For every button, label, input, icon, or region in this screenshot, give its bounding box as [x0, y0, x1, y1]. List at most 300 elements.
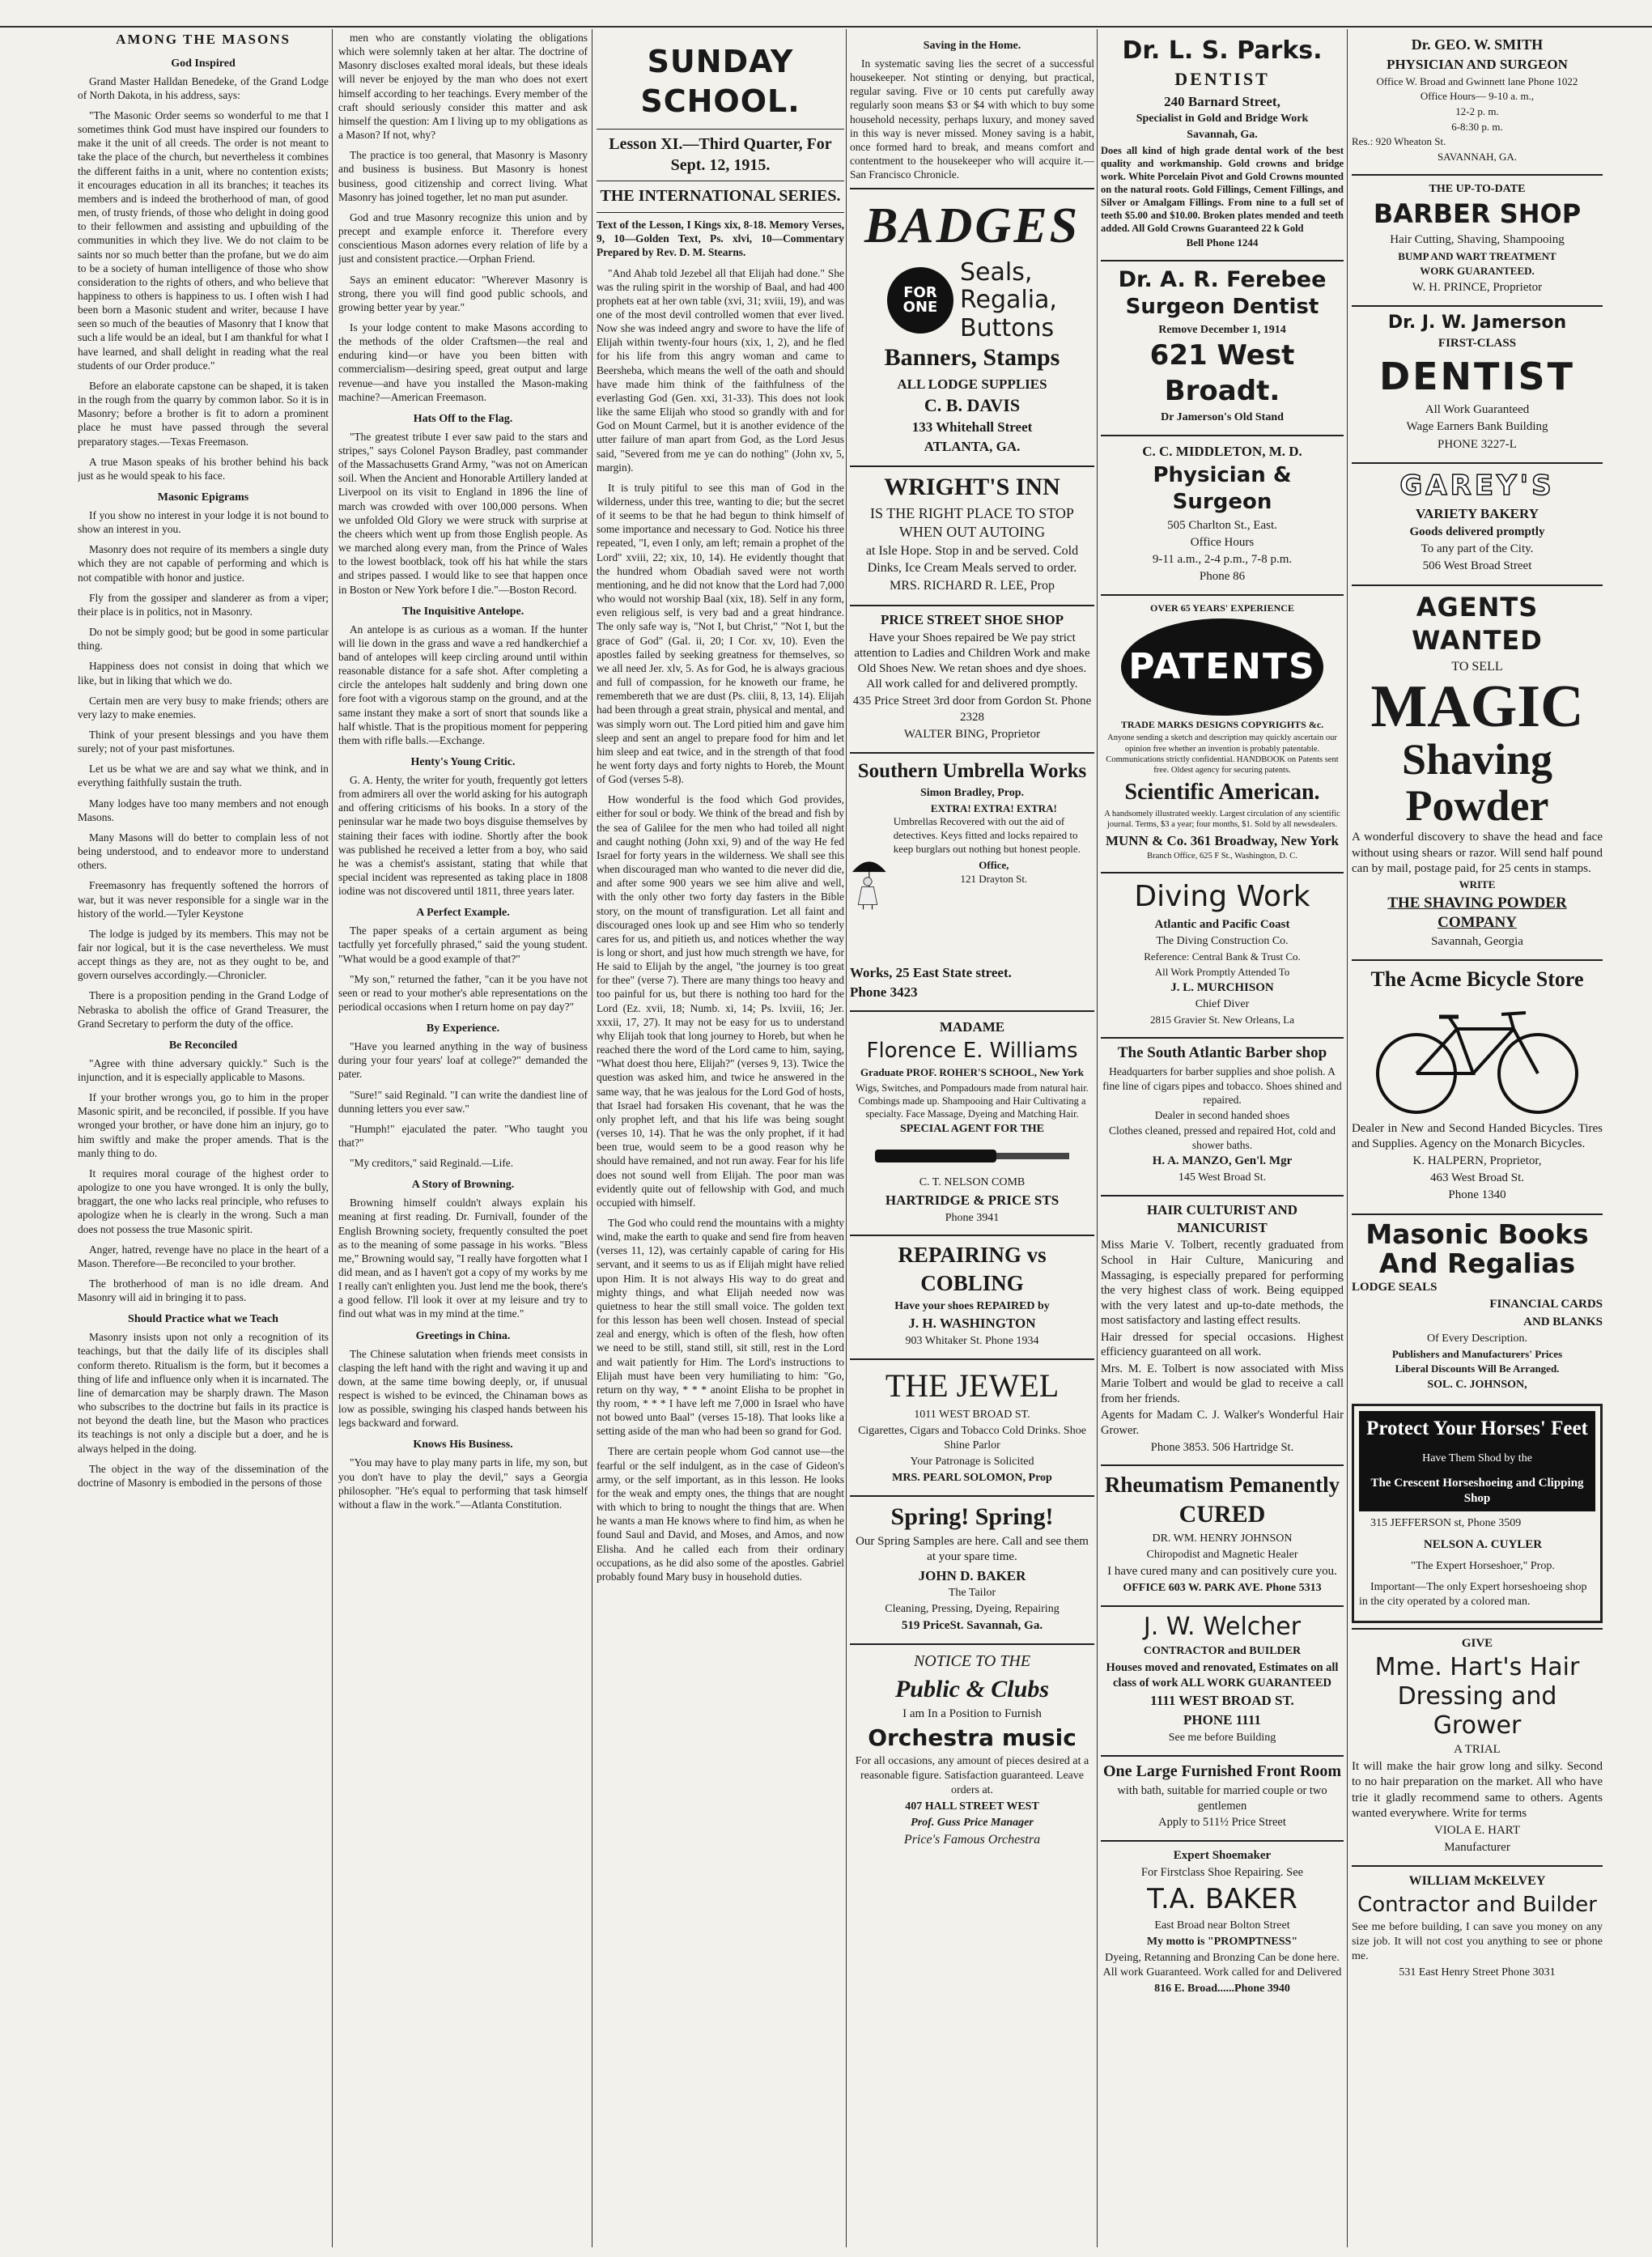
ad-address: 2815 Gravier St. New Orleans, La: [1150, 1014, 1294, 1026]
ad-title: J. W. Welcher: [1143, 1612, 1302, 1641]
ad-line: 121 Drayton St.: [960, 872, 1028, 885]
column-ads-a: [850, 31, 1094, 2246]
ad-title: Masonic Books And Regalias: [1365, 1218, 1589, 1279]
lesson-heading: Lesson XI.—Third Quarter, For Sept. 12, 1915.: [609, 135, 832, 174]
ad-body: It will make the hair grow long and silky. Second to no hair preparation on the market. All who have trie it gladly recommend same to others. Agents wanted everywhere. Write for terms: [1352, 1760, 1603, 1820]
ad-line: Atlantic and Pacific Coast: [1154, 917, 1290, 931]
ad-name: J. L. MURCHISON: [1170, 981, 1274, 995]
ad-line: Have Them Shod by the: [1359, 1447, 1595, 1471]
ad-name: H. A. MANZO, Gen'l. Mgr: [1152, 1154, 1293, 1167]
ad-bakery: [1352, 462, 1603, 581]
ad-title: BADGES: [864, 198, 1081, 254]
ad-line: Cleaning, Pressing, Dyeing, Repairing: [885, 1603, 1060, 1616]
article-paragraph: Freemasonry has frequently softened the horrors of war, but it was never responsible for a single war in the history of the world.—Tyler Keystone: [78, 879, 329, 920]
ad-body: Miss Marie V. Tolbert, recently graduated from School in Hair Culture, Manicuring and Massaging, is especially prepared for performing the very highest class of work. Being equipped with the very latest and up-to-date methods, the most satisfactory and lasting effect results.: [1101, 1239, 1344, 1328]
article-paragraph: There is a proposition pending in the Grand Lodge of Nebraska to abolish the office of Grand Treasurer, the Grand Secretary to perform the duty of the office.: [78, 989, 329, 1030]
ad-umbrella-works: [850, 752, 1094, 1007]
article-body: In systematic saving lies the secret of a successful housekeeper. Not stinting or denying, but practical, regular saving. Five or 10 cents put carefully away regularly soon means $3 or $4 with which to buy some household necessity, perhaps luxury, and money saved in this way is never missed. Money saving is a habit, once formed hard to break, and means comfort and contentment to the housekeeper who will acquire it.—San Francisco Chronicle.: [850, 57, 1094, 181]
ad-line: Dealer in second handed shoes: [1154, 1109, 1290, 1122]
ad-name: C. B. DAVIS: [924, 395, 1021, 416]
ad-horseshoeing: [1352, 1404, 1603, 1623]
ad-line: Chief Diver: [1195, 998, 1250, 1011]
article: [338, 31, 588, 404]
ad-title: REPAIRING vs COBLING: [898, 1243, 1047, 1295]
ad-line: EXTRA! EXTRA! EXTRA!: [930, 801, 1057, 814]
ad-line: My motto is "PROMPTNESS": [1146, 1936, 1298, 1949]
ad-phone: 816 E. Broad......Phone 3940: [1154, 1982, 1290, 1995]
article-paragraph: The object in the way of the dissemination of the doctrine of Masonry is embodied in the persons of those: [78, 1462, 329, 1489]
ad-title: Mme. Hart's Hair Dressing and Grower: [1374, 1653, 1580, 1741]
ad-proprietor: K. HALPERN, Proprietor,: [1412, 1154, 1542, 1168]
article-paragraph: Think of your present blessings and you have them surely; not of your past misfortunes.: [78, 728, 329, 755]
ad-line: BUMP AND WART TREATMENT: [1398, 249, 1556, 262]
article-paragraph: An antelope is as curious as a woman. If the hunter will lie down in the grass and wave a red handkerchief a band of antelopes will keep circling around until within reasonable distance for a safe shot. After completing a circle the antelopes halt suddenly and bring down one fore foot with a vigorous stamp on the ground, and at the same instant they make a sort of snort that sounds like a half whistle. That is the propitious moment for peppering them with rifle balls.—Exchange.: [338, 623, 588, 746]
ad-line: Prof. Guss Price Manager: [911, 1816, 1034, 1829]
article-title: The Inquisitive Antelope.: [401, 605, 524, 618]
ad-line: Dr Jamerson's Old Stand: [1161, 411, 1284, 424]
article-paragraph: The Chinese salutation when friends meet consists in clasping the left hand with the right and waving it up and down, at the same time bowing deeply, or, if unusual respect is wished to be evinced, the Chinaman bows as low as possible, swinging his clasped hands between his legs backward and forward.: [338, 1347, 588, 1430]
ad-title: The South Atlantic Barber shop: [1117, 1043, 1327, 1061]
ad-line: GIVE: [1461, 1636, 1493, 1650]
ad-name: JOHN D. BAKER: [918, 1567, 1026, 1583]
ad-address: Apply to 511½ Price Street: [1158, 1816, 1286, 1830]
ad-line: TO SELL: [1451, 659, 1503, 674]
ad-jamerson: [1352, 305, 1603, 459]
ad-body: Houses moved and renovated, Estimates on all class of work ALL WORK GUARANTEED: [1106, 1661, 1339, 1690]
article-paragraph: Grand Master Halldan Benedeke, of the Grand Lodge of North Dakota, in his address, says:: [78, 74, 329, 101]
ad-line: All Work Guaranteed: [1425, 403, 1530, 417]
commentary-body: [597, 266, 844, 1584]
article-paragraph: The lodge is judged by its members. This may not be fair nor logical, but it is the case nevertheless. We must accept things as they are, not as they ought to be, and govern ourselves accordingly.—Chronicler.: [78, 927, 329, 982]
ad-line: Office,: [979, 859, 1009, 872]
article-title: Knows His Business.: [413, 1439, 513, 1452]
ad-phone: PHONE 1111: [1183, 1712, 1261, 1728]
article-paragraph: "My son," returned the father, "can it be you have not seen or read to your mother's able representations on the periodical occasions when I return home on pay day?": [338, 972, 588, 1013]
article: [78, 57, 329, 482]
ad-mckelvey: [1352, 1865, 1603, 1986]
ad-city: Savannah, Ga.: [1187, 129, 1258, 142]
ad-proprietor: W. H. PRINCE, Proprietor: [1412, 280, 1543, 294]
ad-shoe-shop: [850, 605, 1094, 749]
article-paragraph: "And Ahab told Jezebel all that Elijah had done." She was the ruling spirit in the worship of Baal, and had 400 prophets eat at her own table (xvi, 31; xviii, 19), and was one of the most devil controlled women that ever lived. Now she was indeed angry and swore to have the life of Elijah within twenty-four hours (xix, 1, 2), and he fled for his life from this angry woman and came to Beersheba, which means the well of the oath and should have made him think of the faithfulness of the everlasting God (Gen. xxi, 31-33). This does not look like the same Elijah who stood so grandly with and for God on Mount Carmel, but it is another evidence of the utter failure of man apart from God, as the Lord Jesus said, "Severed from me ye can do nothing" (John xv, 5, margin).: [597, 266, 844, 474]
ad-title: Spring! Spring!: [890, 1503, 1054, 1530]
column-ads-b: [1101, 31, 1344, 2246]
ad-line: Res.: 920 Wheaton St.: [1352, 135, 1446, 148]
article: [338, 1022, 588, 1170]
ad-address: 1111 WEST BROAD ST.: [1150, 1693, 1294, 1709]
article: [338, 1438, 588, 1511]
ad-parks: [1101, 31, 1344, 257]
article: [338, 906, 588, 1014]
article-paragraph: "The greatest tribute I ever saw paid to the stars and stripes," says Colonel Payson Bradley, past commander of the Massachusetts Grand Army, "was not on American soil. When the Ancient and Honorable Artillery landed at Liverpool on its visit to England in 1896 the line of march was crowded with over 100,000 persons. When we unfolded Old Glory we were struck with surprise at the cheers which went up from those English people. As we marched along every man, from the Prince of Wales to the lowest bootblack, took off his hat while the stars and stripes passed. I would like to see that happen once in Boston or New York before I die."—Boston Record.: [338, 430, 588, 596]
article-title: Saving in the Home.: [923, 40, 1021, 52]
ad-line: A TRIAL: [1454, 1743, 1501, 1757]
article-title: By Experience.: [426, 1022, 500, 1035]
ad-title: Dr. GEO. W. SMITH: [1411, 36, 1544, 53]
column-rule: [1347, 29, 1348, 2247]
bicycle-icon: [1368, 997, 1586, 1118]
ad-text: [894, 802, 1094, 963]
ad-title: PATENTS: [1128, 645, 1316, 687]
article-list: [338, 31, 588, 1511]
ad-name: NELSON A. CUYLER: [1423, 1537, 1543, 1551]
ad-name: C. C. MIDDLETON, M. D.: [1142, 444, 1302, 460]
ad-line: OVER 65 YEARS' EXPERIENCE: [1150, 602, 1294, 614]
ad-line: ALL LODGE SUPPLIES: [897, 376, 1047, 392]
ad-name: J. H. WASHINGTON: [908, 1316, 1036, 1332]
ad-diving: [1101, 872, 1344, 1034]
ad-line: AND BLANKS: [1523, 1315, 1603, 1328]
ad-line: FIRST-CLASS: [1438, 337, 1517, 351]
article-paragraph: God and true Masonry recognize this union and by precept and example enforce it. Therefore every conscientious Mason adornes every relation of life by a just and consistent practice.—Orphan Friend.: [338, 210, 588, 266]
ad-title: Southern Umbrella Works: [857, 759, 1087, 782]
article-paragraph: Let us be what we are and say what we think, and in everything faithfully sustain the truth.: [78, 763, 329, 789]
ad-line: WORK GUARANTEED.: [1420, 265, 1535, 278]
ad-title: HAIR CULTURIST AND MANICURIST: [1146, 1201, 1298, 1235]
ad-line: CONTRACTOR and BUILDER: [1143, 1645, 1302, 1658]
patents-seal-icon: [1121, 618, 1323, 716]
ad-address: 506 West Broad Street: [1422, 559, 1532, 573]
article: [338, 1329, 588, 1430]
ad-item: Seals,: [960, 257, 1033, 287]
ad-line: THE SHAVING POWDER COMPANY: [1387, 894, 1567, 931]
ad-welcher: [1101, 1605, 1344, 1752]
ad-address: 315 JEFFERSON st, Phone 3509: [1370, 1517, 1522, 1530]
ad-jewel: [850, 1358, 1094, 1492]
ad-line: Specialist in Gold and Bridge Work: [1136, 113, 1309, 125]
ad-title: GAREY'S: [1399, 469, 1555, 502]
ad-address: 621 West Broadt.: [1149, 339, 1295, 407]
ad-name: SOL. C. JOHNSON,: [1427, 1378, 1527, 1391]
ad-line: FINANCIAL CARDS: [1489, 1298, 1603, 1311]
ad-body: Wigs, Switches, and Pompadours made from natural hair. Combings made up. Shampooing and Hair Cultivating a specialty. Face Massage, Dyeing and Matching Hair.: [856, 1082, 1089, 1120]
ad-line: Manufacturer: [1444, 1841, 1510, 1855]
ad-body: with bath, suitable for married couple or two gentlemen: [1117, 1784, 1327, 1813]
ad-body: I have cured many and can positively cure you.: [1107, 1564, 1337, 1578]
article-paragraph: "My creditors," said Reginald.—Life.: [350, 1157, 514, 1170]
ad-address: East Broad near Bolton Street: [1154, 1919, 1290, 1932]
ad-line: VARIETY BAKERY: [1416, 506, 1539, 522]
article-title: Be Reconciled: [168, 1039, 238, 1052]
ad-proprietor: Simon Bradley, Prop.: [919, 786, 1025, 799]
ad-line: Office Hours— 9-10 a. m.,: [1420, 90, 1535, 103]
ad-line: Clothes cleaned, pressed and repaired Hot, cold and shower baths.: [1108, 1124, 1336, 1151]
ad-body: Headquarters for barber supplies and shoe polish. A fine line of cigars pipes and tobacco. Shoes shined and repaired.: [1102, 1065, 1342, 1106]
column-masons: [78, 31, 329, 2246]
seal-icon: FOR ONE: [887, 267, 953, 334]
article-title: Henty's Young Critic.: [410, 756, 516, 768]
ad-body: Dealer in New and Second Handed Bicycles. Tires and Supplies. Agency on the Monarch Bicycles.: [1352, 1121, 1603, 1150]
ad-acme-bicycle: [1352, 959, 1603, 1209]
article-title: Greetings in China.: [415, 1329, 511, 1342]
ad-orchestra: [850, 1643, 1094, 1855]
article-paragraph: Many lodges have too many members and not enough Masons.: [78, 797, 329, 823]
ad-city: Savannah, Georgia: [1431, 935, 1523, 949]
ad-address: HARTRIDGE & PRICE STS: [885, 1192, 1060, 1208]
ad-name: Price's Famous Orchestra: [903, 1832, 1041, 1847]
article-title: God Inspired: [171, 57, 236, 70]
article-paragraph: Happiness does not consist in doing that which we like, but in liking that which we do.: [78, 660, 329, 686]
ad-ferebee: [1101, 260, 1344, 432]
ad-address: 133 Whitehall Street: [911, 419, 1033, 436]
ad-line: LODGE SEALS: [1352, 1281, 1438, 1294]
article-paragraph: Masonry insists upon not only a recognition of its teachings, but that the daily life of its disciples shall conform thereto. Ritualism is the form, but it becomes a thing of life and influence only when it is incarnated. The line of demarcation may be sharply drawn. The Mason who subscribes to the doctrine but fails in its practice is not beyond the death line, but the Mason who practices its teachings is not only a disciple but a doer, and he is always helped in the doing.: [78, 1331, 329, 1455]
ad-body: Agents for Madam C. J. Walker's Wonderful Hair Grower.: [1101, 1409, 1344, 1437]
ad-line: Banners, Stamps: [884, 344, 1060, 372]
ad-phone: Phone 3941: [945, 1211, 1000, 1224]
article-paragraph: "Humph!" ejaculated the pater. "Who taught you that?": [338, 1122, 588, 1149]
ad-wrights-inn: [850, 465, 1094, 601]
ad-hart-hair: [1352, 1628, 1603, 1863]
ad-body: For all occasions, any amount of pieces desired at a reasonable figure. Satisfaction guaranteed. Leave orders at.: [855, 1755, 1089, 1797]
ad-title: AGENTS WANTED: [1412, 591, 1543, 656]
ad-line: PHYSICIAN AND SURGEON: [1387, 57, 1568, 73]
column-rule: [846, 29, 847, 2247]
ad-line: Surgeon Dentist: [1125, 295, 1319, 320]
ad-williams: [850, 1010, 1094, 1231]
ad-line: Liberal Discounts Will Be Arranged.: [1395, 1362, 1560, 1375]
comb-icon: [867, 1140, 1077, 1172]
article-paragraph: "Agree with thine adversary quickly." Such is the injunction, and it is especially applicable to Masons.: [78, 1056, 329, 1083]
lesson-text-info: Text of the Lesson, I Kings xix, 8-18. Memory Verses, 9, 10—Golden Text, Ps. xlvi, 10—Commentary Prepared by Rev. D. M. Stearns.: [597, 219, 844, 259]
article-paragraph: "The Masonic Order seems so wonderful to me that I sometimes think God must have inspired our founders to make it the unit of all creeds. The order is not meant to take the place of the church, but nevertheless it combines the different faiths in a unit, where no contention exists; it encourages education in all its branches; it teaches its members and is indeed the brotherhood of man, of good men, of trusty friends, of those who delight in doing good to their fellowmen and assisting and upbuilding of the communities in which they live. We do not claim to be saints nor so much better than the profane, but we do aim to be a society of human intelligence of those who show consideration to the rights of others, and who believe that happiness to others is happiness to us. I often wish I had been born a Masonic student and writer, because I have seen so much of the beauties of Masonry that I know that such a life would be an ideal, but I am thankful for what I have learned, and shall delight in reading what the real students of our Order produce.": [78, 108, 329, 372]
article-paragraph: Anger, hatred, revenge have no place in the heart of a Mason. Therefore—Be reconciled to your brother.: [78, 1243, 329, 1269]
ad-body: Anyone sending a sketch and description may quickly ascertain our opinion free whether an invention is probably patentable. Communications strictly confidential. HANDBOOK on Patents sent free. Oldest agency for securing patents.: [1106, 733, 1339, 776]
ad-line: IS THE RIGHT PLACE TO STOP WHEN OUT AUTOING: [870, 505, 1074, 541]
ad-phone: PHONE 3227-L: [1438, 437, 1517, 451]
ad-body: Our Spring Samples are here. Call and see them at your spare time.: [856, 1535, 1089, 1564]
ad-line: See me before Building: [1168, 1731, 1276, 1744]
ad-line: To any part of the City.: [1421, 542, 1534, 556]
article-paragraph: If your brother wrongs you, go to him in the proper Masonic spirit, and be reconciled, if possible. If you have wronged your brother, or have done him an injury, go to him swiftly and make the proper amends. That is the manly thing to do.: [78, 1091, 329, 1159]
ad-body: Does all kind of high grade dental work of the best quality and workmanship. Gold crowns and bridge work. White Porcelain Pivot and Gold Crowns mounted on the natural roots. Gold Fillings, Cement Fillings, and Silver or Amalgam Fillings. From nine to a full set of teeth $5.00 and $10.00. Broken plates mended and teeth added. All Gold Crowns Guaranteed 22 k Gold: [1101, 145, 1344, 235]
ad-title: Rheumatism Pemanently: [1104, 1473, 1340, 1498]
ad-body: Mrs. M. E. Tolbert is now associated with Miss Marie Tolbert and would be glad to receive a call from her friends.: [1101, 1362, 1344, 1405]
ad-line: 12-2 p. m.: [1455, 105, 1499, 118]
ad-line: 6-8:30 p. m.: [1451, 120, 1503, 133]
ad-line: Reference: Central Bank & Trust Co.: [1144, 950, 1301, 963]
ad-line: WRITE: [1459, 878, 1496, 890]
article-paragraph: A true Mason speaks of his brother behind his back just as he would speak to his face.: [78, 455, 329, 482]
ad-body: Umbrellas Recovered with out the aid of detectives. Keys fitted and locks repaired to keep burglars out nothing but honest people.: [893, 815, 1081, 855]
ad-title: Physician & Surgeon: [1153, 463, 1292, 515]
ad-spring: [850, 1495, 1094, 1641]
article-paragraph: G. A. Henty, the writer for youth, frequently got letters from admirers all over the world asking for his autograph and offering criticisms of his books. In a story of the peninsular war he made two boys disguise themselves by staining their faces with iodine. Shortly after the book was published he received a letter from a boy, who said he was a chemist's assistant, stating that while that special incident was represented as taking place in 1808 iodine was not discovered until 1811, three years later.: [338, 773, 588, 898]
ad-title: Orchestra music: [868, 1724, 1077, 1752]
ad-body: Hair dressed for special occasions. Highest efficiency guaranteed on all work.: [1101, 1330, 1344, 1359]
ad-line: Goods delivered promptly: [1409, 525, 1545, 539]
article: [338, 1178, 588, 1320]
ad-title: WRIGHT'S INN: [884, 473, 1060, 500]
ad-line: TRADE MARKS DESIGNS COPYRIGHTS &c.: [1120, 718, 1324, 730]
ad-proprietor: MRS. PEARL SOLOMON, Prop: [892, 1471, 1052, 1484]
ad-line: MRS. RICHARD R. LEE, Prop: [889, 579, 1055, 593]
ad-line: For Firstclass Shoe Repairing. See: [1140, 1866, 1304, 1880]
ad-smith: [1352, 31, 1603, 171]
ad-phone: Phone 86: [1199, 570, 1246, 584]
ad-line: DENTIST: [1174, 69, 1270, 90]
ad-line: C. T. NELSON COMB: [919, 1175, 1026, 1188]
article-paragraph: Many Masons will do better to complain less of not being understood, and to endeavor more to understand others.: [78, 831, 329, 872]
article: [78, 1312, 329, 1490]
ad-item: Buttons: [960, 313, 1055, 342]
top-rule: [0, 26, 1652, 28]
umbrella-girl-icon: [850, 805, 889, 959]
ad-title: Protect Your Horses' Feet: [1359, 1411, 1595, 1447]
article-title: A Story of Browning.: [411, 1179, 515, 1192]
ad-row: [850, 802, 1094, 963]
ad-items: [960, 259, 1057, 343]
ad-address: 145 West Broad St.: [1178, 1171, 1267, 1184]
ad-line: DENTIST: [1378, 355, 1576, 399]
ad-body: Dyeing, Retanning and Bronzing Can be done here. All work Guaranteed. Work called for and Delivered: [1102, 1952, 1342, 1979]
article-list: [78, 57, 329, 1490]
ad-line: The Tailor: [948, 1587, 996, 1600]
ad-title: One Large Furnished Front Room: [1102, 1762, 1342, 1780]
ad-phone: Bell Phone 1244: [1186, 236, 1259, 249]
ad-address: 531 East Henry Street Phone 3031: [1399, 1966, 1556, 1979]
ad-address: 505 Charlton St., East.: [1167, 518, 1277, 532]
ad-address: Office W. Broad and Gwinnett lane Phone 1022: [1376, 74, 1578, 87]
ad-phone: Phone 3423: [850, 984, 918, 1000]
ad-line: All Work Promptly Attended To: [1154, 965, 1290, 978]
ad-address: 435 Price Street 3rd door from Gordon St. Phone 2328: [852, 695, 1092, 724]
ad-ta-baker: [1101, 1840, 1344, 2003]
ad-line: at Isle Hope. Stop in and be served. Cold Dinks, Ice Cream Meals served to order.: [865, 544, 1079, 575]
ad-city: SAVANNAH, GA.: [1437, 150, 1518, 163]
ad-proprietor: WALTER BING, Proprietor: [903, 727, 1041, 741]
ad-line: Graduate PROF. ROHER'S SCHOOL, New York: [860, 1066, 1085, 1079]
ad-title: THE JEWEL: [885, 1367, 1060, 1405]
ad-masonic-books: [1352, 1214, 1603, 1399]
divider: [597, 212, 844, 213]
ad-title: Shaving Powder: [1401, 735, 1553, 830]
article: [78, 491, 329, 1031]
ad-address: 903 Whitaker St. Phone 1934: [905, 1335, 1039, 1348]
ad-title: Florence E. Williams: [866, 1039, 1078, 1064]
column-rule: [1097, 29, 1098, 2247]
ad-title: Scientific American.: [1124, 779, 1320, 805]
ad-line: Expert Shoemaker: [1173, 1848, 1272, 1862]
article-title: Should Practice what we Teach: [128, 1313, 278, 1326]
ad-line: Publishers and Manufacturers' Prices: [1391, 1347, 1563, 1360]
divider: [597, 129, 844, 130]
column-ads-c: [1352, 31, 1603, 2246]
ad-title: MAGIC: [1370, 674, 1584, 740]
ad-line: Branch Office, 625 F St., Washington, D. C.: [1147, 852, 1297, 861]
ad-patents: [1101, 594, 1344, 868]
ad-line: Wage Earners Bank Building: [1406, 420, 1548, 434]
ad-line: MUNN & Co. 361 Broadway, New York: [1105, 832, 1340, 848]
ad-title: PRICE STREET SHOE SHOP: [881, 611, 1064, 627]
ad-body: A handsomely illustrated weekly. Largest circulation of any scientific journal. Terms, $3 a year; four months, $1. Sold by all newsdealers.: [1104, 809, 1340, 830]
article-paragraph: Do not be simply good; but be good in some particular thing.: [78, 626, 329, 652]
ad-line: Chiropodist and Magnetic Healer: [1146, 1548, 1298, 1561]
sunday-school-title: SUNDAY SCHOOL.: [640, 44, 801, 119]
ad-magic-shaving: [1352, 584, 1603, 957]
article-paragraph: It is truly pitiful to see this man of God in the wilderness, under this tree, wanting to die; but the secret of it seems to be that he had begun to think himself of some importance and necessary to God. Notice his three repeated, "I, even I only, am left; remain a prophet of the Lord" xviii, 22; xix, 10, 14). He evidently thought that the hundred whom Obadiah saved were not worth mentioning, and he did not know that the Lord had 7,000 who would not worship Baal (xix, 18). Self in any form, even religious self, is very bad and a great hindrance. The only safe way is, "Not I, but Christ," "Not I, but the grace of God" (Gal. ii, 20; I Cor. xv, 10). Even the apostles failed by seeking greatness for themselves, so we all need Jer. xlv, 5. As for God, he is always gracious and full of compassion, for he knoweth our frame, he remembereth that we are dust (Ps. cliii, 8, 13, 14). Elijah had been through a great strain, physical and mental, and was simply worn out. The Lord pitied him and gave him sleep and sent an angel to prepare food for him and let him sleep and eat twice, and in the strength of that food he went forty days and forty nights to Horeb, the Mount of God (verses 5-8).: [597, 481, 844, 786]
ad-south-atlantic-barber: [1101, 1037, 1344, 1192]
ad-address: 463 West Broad St.: [1429, 1171, 1524, 1185]
column-miscellany: [338, 31, 588, 2246]
ad-line: SPECIAL AGENT FOR THE: [899, 1122, 1045, 1135]
ad-name: VIOLA E. HART: [1433, 1824, 1521, 1838]
article: [338, 755, 588, 898]
ad-name: DR. WM. HENRY JOHNSON: [1152, 1532, 1293, 1545]
column-rule: [332, 29, 333, 2247]
ad-title: Diving Work: [1134, 879, 1310, 913]
column-header: AMONG THE MASONS: [116, 32, 291, 47]
ad-middleton: [1101, 435, 1344, 591]
article-paragraph: It requires moral courage of the highest order to apologize to one you have wronged. It is only the bully, braggart, the one who lacks real principle, who refuses to apologize when he is clearly in the wrong. Such a man does not possess the true Masonic spirit.: [78, 1167, 329, 1235]
ad-line: Of Every Description.: [1426, 1332, 1528, 1345]
ad-line: Works, 25 East State street.: [850, 964, 1012, 980]
ad-name: WILLIAM McKELVEY: [1408, 1874, 1546, 1889]
article-title: A Perfect Example.: [416, 907, 510, 920]
ad-line: I am In a Position to Furnish: [902, 1707, 1042, 1721]
ad-line: Office Hours: [1190, 535, 1255, 549]
article-paragraph: The paper speaks of a certain argument as being tactfully yet forcefully phrased," said the young student. "What would be a good example of that?": [338, 924, 588, 965]
ad-line: Remove December 1, 1914: [1158, 323, 1286, 336]
column-sunday-school: [597, 31, 844, 2246]
ad-title: BARBER SHOP: [1373, 198, 1582, 230]
ad-address: 240 Barnard Street,: [1164, 93, 1280, 109]
ad-rheumatism: [1101, 1464, 1344, 1602]
ad-body: Important—The only Expert horseshoeing shop in the city operated by a colored man.: [1359, 1581, 1587, 1608]
article: [78, 1039, 329, 1304]
ad-address: OFFICE 603 W. PARK AVE. Phone 5313: [1123, 1582, 1322, 1595]
ad-repairing: [850, 1235, 1094, 1355]
ad-item: Regalia,: [960, 286, 1057, 315]
ad-line: Hair Cutting, Shaving, Shampooing: [1390, 233, 1565, 247]
series-heading: THE INTERNATIONAL SERIES.: [600, 187, 841, 206]
ad-line: Have your shoes REPAIRED by: [894, 1299, 1050, 1312]
ad-phone: Phone 1340: [1448, 1188, 1506, 1202]
article-paragraph: The brotherhood of man is no idle dream. And Masonry will aid in bringing it to pass.: [78, 1277, 329, 1304]
ad-body: See me before building, I can save you money on any size job. It will not cost you anything to see or phone me.: [1352, 1921, 1603, 1962]
article-paragraph: Masonry does not require of its members a single duty which they are not capable of performing and which is not compatible with honor and justice.: [78, 543, 329, 584]
ad-line: MADAME: [939, 1019, 1005, 1035]
ad-address: 1011 WEST BROAD ST.: [914, 1409, 1030, 1422]
article-paragraph: Before an elaborate capstone can be shaped, it is taken in the rough from the quarry by common labor. So it is in Masonry; before a brother is fit to adorn a prominent place he must have passed through the several preparatory stages.—Texas Freemason.: [78, 379, 329, 448]
ad-line: NOTICE TO THE: [913, 1652, 1031, 1671]
article-paragraph: Browning himself couldn't always explain his meaning at first reading. Dr. Furnivall, founder of the English Browning society, frequently consulted the poet as to the meaning of some passage in his works. "Bless me," Browning would say, "I really have forgotten what I did mean, and as I haven't got a copy of my works by me I really can't enlighten you. Just lend me the book, there's a good fellow. I'll look it over at my leisure and try to find out what was in my mind at the time.": [338, 1197, 588, 1320]
ad-furnished-room: [1101, 1755, 1344, 1837]
article-paragraph: There are certain people whom God cannot use—the fearful or the self indulgent, as in the case of Gideon's army, or the self important, as in this lesson. He looks for the weak and empty ones, the things that are nought with which to bring to nought the things that are. When he wants a man He knows where to find him, as when he found Saul and David, and Moses, and Amos, and now Elisha. And he called each from their ordinary occupations, as he did also some of the apostles. Gabriel probably found Mary busy in household duties.: [597, 1445, 844, 1583]
ad-line: The Crescent Horseshoeing and Clipping Shop: [1359, 1471, 1595, 1511]
ad-row: [850, 259, 1094, 343]
ad-body: Cigarettes, Cigars and Tobacco Cold Drinks. Shoe Shine Parlor: [858, 1425, 1086, 1452]
ad-title: T.A. BAKER: [1147, 1882, 1297, 1915]
ad-title: The Acme Bicycle Store: [1370, 967, 1584, 992]
ad-phone: Phone 3853. 506 Hartridge St.: [1150, 1440, 1294, 1454]
ad-body: Have your Shoes repaired be We pay strict attention to Ladies and Children Work and make Old Shoes New. We retan shoes and dye shoes. All work called for and delivered promptly.: [854, 631, 1090, 691]
ad-title: Public & Clubs: [894, 1675, 1050, 1702]
ad-line: The Diving Construction Co.: [1156, 935, 1289, 948]
article-paragraph: men who are constantly violating the obligations which were solemnly taken at her altar. The doctrine of Masonry discloses exalted moral ideals, but these ideals will never be enjoyed by the man who does not exert himself according to her teachings. Every member of the craft should seriously consider this matter and ask himself the question: Am I living up to my obligations as a Mason? If not, why?: [338, 32, 588, 142]
ad-prince-barber: [1352, 174, 1603, 302]
article: [338, 412, 588, 597]
article-title: Masonic Epigrams: [157, 491, 249, 504]
ad-title: Dr. J. W. Jamerson: [1387, 312, 1567, 334]
article-paragraph: "Sure!" said Reginald. "I can write the dandiest line of dunning letters you ever saw.": [338, 1088, 588, 1115]
ad-line: THE UP-TO-DATE: [1429, 182, 1526, 195]
article-paragraph: "You may have to play many parts in life, my son, but you don't have to play the devil," says a Georgia philosopher. "He's equal to performing that task himself without a flaw in the work."—Atlanta Constitution.: [338, 1456, 588, 1511]
ad-title: Contractor and Builder: [1357, 1892, 1597, 1917]
ad-title: Dr. A. R. Ferebee: [1118, 266, 1327, 292]
ad-city: ATLANTA, GA.: [924, 439, 1021, 455]
article: [338, 605, 588, 747]
